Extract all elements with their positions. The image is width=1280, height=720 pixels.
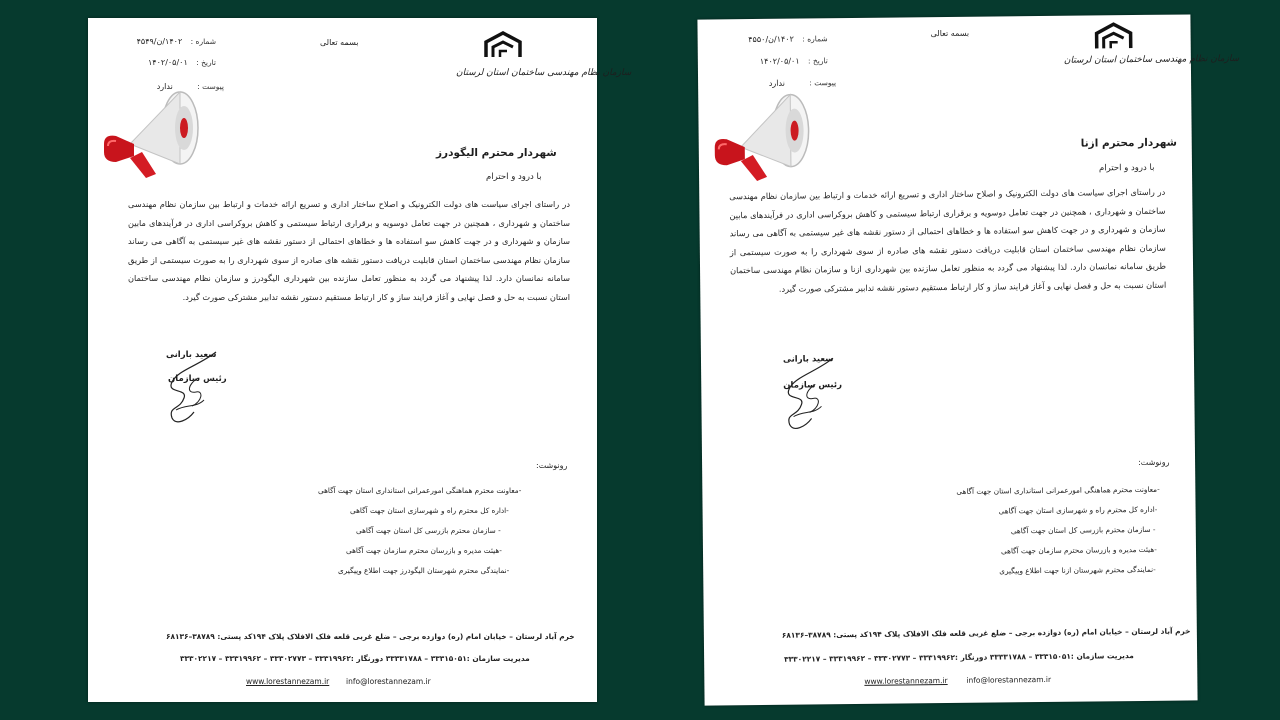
number-row (744, 34, 828, 45)
besmellah: بسمه تعالی (930, 28, 970, 39)
footer-email-link[interactable]: info@lorestannezam.ir (346, 677, 431, 686)
cc-label: رونوشت: (536, 461, 568, 470)
signature-icon (775, 354, 846, 435)
signer-name: سعید بارانی (166, 350, 217, 360)
footer-phones: مدیریت سازمان :۳۳۳۱۵۰۵۱ – ۳۳۳۳۱۷۸۸ دورنگار :۳۳۳۱۹۹۶۲ – ۳۳۳۰۲۷۷۳ – ۳۳۳۱۹۹۶۲ – ۳۳۳۰۲۲۱۷ (784, 651, 1134, 664)
cc-item: - سازمان محترم بازرسی کل استان جهت آگاهی (1010, 524, 1156, 536)
date-label: تاریخ : (196, 58, 216, 67)
attachment-value: ندارد (768, 78, 785, 88)
body-text: در راستای اجرای سیاست های دولت الکترونیک و اصلاح ساختار اداری و تسریع ارائه خدمات و ارتباط بین سازمان نظام مهندسی ساختمان و شهرداری ، همچنین در جهت تعامل دوسویه و برقراری ارتباط سیستمی و کاهش بروکراسی اداری در فرآیندهای مابین سازمان و شهرداری و در جهت کاهش سو استفاده ها و خطاهای احتمالی از دستور نقشه های غیر سیستمی به آگاهی می رساند سازمان نظام مهندسی ساختمان استان قابلیت دریافت دستور نقشه های صادره از سوی شهرداری را به صورت سیستمی از طریق سامانه نمانسان دارد. لذا پیشنهاد می گردد به منظور تعامل سازنده بین شهرداری ازنا و سازمان نظام مهندسی ساختمان استان نسبت به حل و فصل نهایی و آغاز فرایند ساز و کار ارتباط مستقیم دستور نقشه تدابیر مشترکی صورت گیرد. (729, 186, 1167, 294)
letter-azna (697, 14, 1240, 705)
attachment-row (744, 78, 836, 89)
number-value: ۱۴۰۲/ن/۴۵۴۹ (136, 37, 183, 46)
number-value: ۱۴۰۲/ن/۴۵۵۰ (748, 34, 794, 45)
cc-item: -نمایندگی محترم شهرستان ازنا جهت اطلاع وپیگیری (999, 564, 1156, 576)
cc-item: -هیئت مدیره و بازرسان محترم سازمان جهت آگاهی (1000, 544, 1157, 556)
attachment-label: پیوست : (809, 78, 837, 88)
cc-item: -نمایندگی محترم شهرستان الیگودرز جهت اطلاع وپیگیری (338, 566, 510, 575)
date-label: تاریخ : (807, 56, 828, 66)
org-logo-icon (1093, 21, 1133, 51)
body-text: در راستای اجرای سیاست های دولت الکترونیک و اصلاح ساختار اداری و تسریع ارائه خدمات و ارتباط بین سازمان نظام مهندسی ساختمان و شهرداری ، همچنین در جهت تعامل دوسویه و برقراری ارتباط سیستمی و کاهش بروکراسی اداری در فرآیندهای مابین سازمان و شهرداری و در جهت کاهش سو استفاده ها و خطاهای احتمالی از دستور نقشه های غیر سیستمی به آگاهی می رساند سازمان نظام مهندسی ساختمان استان قابلیت دریافت دستور نقشه های صادره از سوی شهرداری را به صورت سیستمی از طریق سامانه نمانسان دارد. لذا پیشنهاد می گردد به منظور تعامل سازنده بین شهرداری الیگودرز و سازمان نظام مهندسی ساختمان استان نسبت به حل و فصل نهایی و آغاز فرایند ساز و کار ارتباط مستقیم دستور نقشه تدابیر مشترکی صورت گیرد. (128, 199, 570, 302)
signature-icon (158, 348, 228, 428)
footer-phones: مدیریت سازمان :۳۳۳۱۵۰۵۱ – ۳۳۳۳۱۷۸۸ دورنگار :۳۳۳۱۹۹۶۲ – ۳۳۳۰۲۷۷۳ – ۳۳۳۱۹۹۶۲ – ۳۳۳۰۲۲۱۷ (180, 654, 530, 663)
footer-address: خرم آباد لرستان – خیابان امام (ره) دوازده برجی – ضلع غربی قلعه فلک الافلاک پلاک ۱۹۴کد پستی: ۳۸۷۸۹–۶۸۱۳۶ (781, 626, 1191, 640)
besmellah: بسمه تعالی (320, 38, 359, 47)
number-label: شماره : (190, 37, 216, 46)
date-row (136, 58, 216, 68)
footer-address: خرم آباد لرستان – خیابان امام (ره) دوازده برجی – ضلع غربی قلعه فلک الافلاک پلاک ۱۹۴کد پستی: ۳۸۷۸۹–۶۸۱۳۶ (166, 632, 575, 641)
number-label: شماره : (802, 34, 828, 44)
addressee: شهردار محترم ازنا (1080, 136, 1178, 150)
date-value: ۱۴۰۲/۰۵/۰۱ (759, 56, 800, 66)
cc-item: -هیئت مدیره و بازرسان محترم سازمان جهت آگاهی (346, 546, 502, 555)
cc-item: -معاونت محترم هماهنگی امورعمرانی استانداری استان جهت آگاهی (318, 486, 522, 495)
cc-item: -معاونت محترم هماهنگی امورعمرانی استانداری استان جهت آگاهی (956, 484, 1160, 496)
cc-item: -اداره کل محترم راه و شهرسازی استان جهت آگاهی (998, 504, 1158, 516)
cc-label: رونوشت: (1138, 457, 1170, 468)
org-name: سازمان نظام مهندسی ساختمان استان لرستان (1063, 53, 1240, 66)
date-value: ۱۴۰۲/۰۵/۰۱ (148, 58, 188, 67)
megaphone-icon (710, 88, 821, 189)
addressee: شهردار محترم الیگودرز (436, 147, 557, 159)
footer-email-link[interactable]: info@lorestannezam.ir (966, 674, 1052, 685)
cc-item: -اداره کل محترم راه و شهرسازی استان جهت آگاهی (350, 506, 509, 515)
footer-website-link[interactable]: www.lorestannezam.ir (246, 677, 330, 686)
footer-website-link[interactable]: www.lorestannezam.ir (864, 676, 948, 686)
signer-title: رئیس سازمان (168, 374, 227, 384)
org-name: سازمان نظام مهندسی ساختمان استان لرستان (456, 68, 632, 78)
signer-name: سعید بارانی (782, 354, 834, 365)
cc-item: - سازمان محترم بازرسی کل استان جهت آگاهی (356, 526, 501, 535)
signer-title: رئیس سازمان (783, 380, 842, 391)
greeting: با درود و احترام (486, 172, 542, 182)
megaphone-icon (100, 86, 210, 186)
attachment-label: پیوست : (197, 82, 224, 91)
letter-aligudarz (88, 18, 632, 702)
date-row (744, 56, 828, 67)
org-logo-icon (483, 30, 523, 60)
greeting: با درود و احترام (1098, 162, 1155, 174)
number-row (136, 37, 216, 47)
attachment-value: ندارد (156, 82, 173, 91)
